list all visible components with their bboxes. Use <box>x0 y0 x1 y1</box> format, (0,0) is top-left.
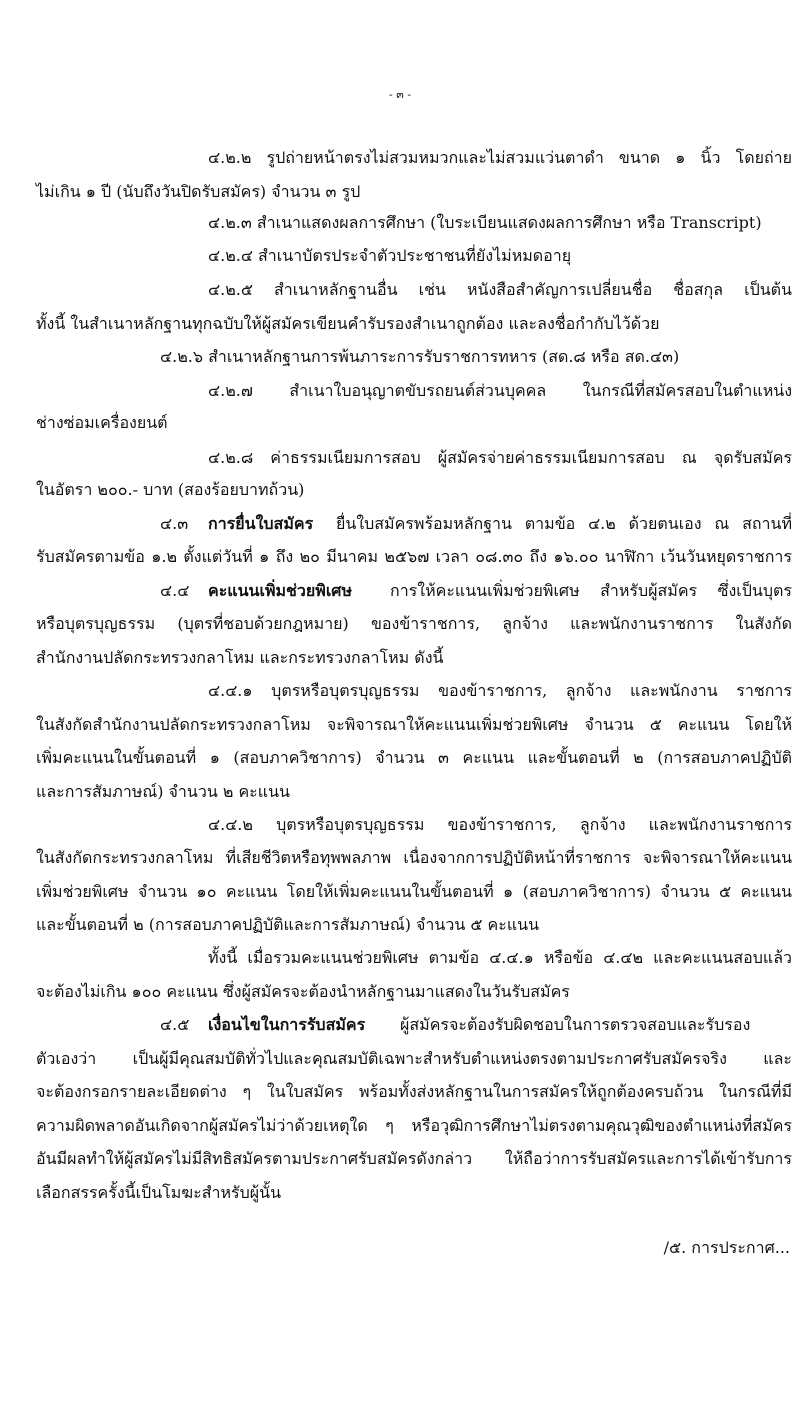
item-4-2-3: ๔.๒.๓ สำเนาแสดงผลการศึกษา (ใบระเบียนแสดงผลการศึกษา หรือ Transcript) <box>208 213 762 232</box>
item-4-2-7-line-2: ช่างซ่อมเครื่องยนต์ <box>36 413 168 432</box>
item-4-4-2-line-3: เพิ่มช่วยพิเศษ จำนวน ๑๐ คะแนน โดยให้เพิ่มคะแนนในขั้นตอนที่ ๑ (สอบภาควิชาการ) จำนวน ๕ คะแนน <box>36 882 792 901</box>
section-4-4-line-1: การให้คะแนนเพิ่มช่วยพิเศษ สำหรับผู้สมัคร ซึ่งเป็นบุตร <box>390 581 792 600</box>
section-4-4-heading: คะแนนเพิ่มช่วยพิเศษ <box>208 581 352 600</box>
section-4-3-line-2: รับสมัครตามข้อ ๑.๒ ตั้งแต่วันที่ ๑ ถึง ๒๐ มีนาคม ๒๕๖๗ เวลา ๐๘.๓๐ ถึง ๑๖.๐๐ นาฬิกา เว้นวันหยุดราชการ <box>36 547 792 566</box>
item-4-2-2-line-2: ไม่เกิน ๑ ปี (นับถึงวันปิดรับสมัคร) จำนวน ๓ รูป <box>36 182 361 201</box>
item-4-2-5-line-1: ๔.๒.๕ สำเนาหลักฐานอื่น เช่น หนังสือสำคัญการเปลี่ยนชื่อ ชื่อสกุล เป็นต้น <box>208 280 792 299</box>
section-4-3-line-1: ยื่นใบสมัครพร้อมหลักฐาน ตามข้อ ๔.๒ ด้วยตนเอง ณ สถานที่ <box>336 514 792 533</box>
note-line-2: จะต้องไม่เกิน ๑๐๐ คะแนน ซึ่งผู้สมัครจะต้องนำหลักฐานมาแสดงในวันรับสมัคร <box>36 982 570 1001</box>
section-4-5-line-3: จะต้องกรอกรายละเอียดต่าง ๆ ในใบสมัคร พร้อมทั้งส่งหลักฐานในการสมัครให้ถูกต้องครบถ้วน ในกรณีที่มี <box>36 1082 792 1101</box>
item-4-2-5-line-2: ทั้งนี้ ในสำเนาหลักฐานทุกฉบับให้ผู้สมัครเขียนคำรับรองสำเนาถูกต้อง และลงชื่อกำกับไว้ด้วย <box>36 314 660 333</box>
item-4-2-4: ๔.๒.๔ สำเนาบัตรประจำตัวประชาชนที่ยังไม่หมดอายุ <box>208 246 572 265</box>
item-4-4-2-line-1: ๔.๔.๒ บุตรหรือบุตรบุญธรรม ของข้าราชการ, ลูกจ้าง และพนักงานราชการ <box>208 815 792 834</box>
item-4-2-2-line-1: ๔.๒.๒ รูปถ่ายหน้าตรงไม่สวมหมวกและไม่สวมแว่นตาดำ ขนาด ๑ นิ้ว โดยถ่าย <box>208 148 792 167</box>
item-4-4-1-line-1: ๔.๔.๑ บุตรหรือบุตรบุญธรรม ของข้าราชการ, ลูกจ้าง และพนักงาน ราชการ <box>208 681 792 700</box>
section-4-5-number: ๔.๕ <box>160 1015 190 1034</box>
section-4-4-number: ๔.๔ <box>160 581 190 600</box>
item-4-4-1-line-3: เพิ่มคะแนนในขั้นตอนที่ ๑ (สอบภาควิชาการ) จำนวน ๓ คะแนน และขั้นตอนที่ ๒ (การสอบภาคปฏิบัติ <box>36 748 792 767</box>
item-4-4-1-line-4: และการสัมภาษณ์) จำนวน ๒ คะแนน <box>36 782 290 801</box>
section-4-3-heading: การยื่นใบสมัคร <box>208 514 314 533</box>
continuation-note: /๕. การประกาศ... <box>663 1238 790 1257</box>
section-4-5-heading: เงื่อนไขในการรับสมัคร <box>208 1015 366 1034</box>
section-4-4-line-2: หรือบุตรบุญธรรม (บุตรที่ชอบด้วยกฎหมาย) ของข้าราชการ, ลูกจ้าง และพนักงานราชการ ในสังกัด <box>36 614 792 633</box>
section-4-4-line-3: สำนักงานปลัดกระทรวงกลาโหม และกระทรวงกลาโหม ดังนี้ <box>36 648 444 667</box>
item-4-4-1-line-2: ในสังกัดสำนักงานปลัดกระทรวงกลาโหม จะพิจารณาให้คะแนนเพิ่มช่วยพิเศษ จำนวน ๕ คะแนน โดยให้ <box>36 715 792 734</box>
section-4-3-number: ๔.๓ <box>160 514 189 533</box>
item-4-4-2-line-2: ในสังกัดกระทรวงกลาโหม ที่เสียชีวิตหรือทุพพลภาพ เนื่องจากการปฏิบัติหน้าที่ราชการ จะพิจารณาให้คะแนน <box>36 848 792 867</box>
note-line-1: ทั้งนี้ เมื่อรวมคะแนนช่วยพิเศษ ตามข้อ ๔.๔.๑ หรือข้อ ๔.๔๒ และคะแนนสอบแล้ว <box>208 948 792 967</box>
section-4-5-line-6: เลือกสรรครั้งนี้เป็นโมฆะสำหรับผู้นั้น <box>36 1183 282 1202</box>
item-4-4-2-line-4: และขั้นตอนที่ ๒ (การสอบภาคปฏิบัติและการสัมภาษณ์) จำนวน ๕ คะแนน <box>36 915 540 934</box>
section-4-5-line-2: ตัวเองว่า เป็นผู้มีคุณสมบัติทั่วไปและคุณสมบัติเฉพาะสำหรับตำแหน่งตรงตามประกาศรับสมัครจริง และ <box>36 1049 792 1068</box>
section-4-5-line-1: ผู้สมัครจะต้องรับผิดชอบในการตรวจสอบและรับรอง <box>400 1015 751 1034</box>
item-4-2-8-line-2: ในอัตรา ๒๐๐.- บาท (สองร้อยบาทถ้วน) <box>36 480 305 499</box>
section-4-5-line-5: อันมีผลทำให้ผู้สมัครไม่มีสิทธิสมัครตามประกาศรับสมัครดังกล่าว ให้ถือว่าการรับสมัครและการได้เข้ารับการ <box>36 1149 792 1168</box>
page-number: - ๓ - <box>389 88 411 101</box>
item-4-2-7-line-1: ๔.๒.๗ สำเนาใบอนุญาตขับรถยนต์ส่วนบุคคล ในกรณีที่สมัครสอบในตำแหน่ง <box>208 381 792 400</box>
item-4-2-6: ๔.๒.๖ สำเนาหลักฐานการพ้นภาระการรับราชการทหาร (สด.๘ หรือ สด.๔๓) <box>160 347 680 366</box>
section-4-5-line-4: ความผิดพลาดอันเกิดจากผู้สมัครไม่ว่าด้วยเหตุใด ๆ หรือวุฒิการศึกษาไม่ตรงตามคุณวุฒิของตำแหน่งที่สมัคร <box>36 1116 792 1135</box>
item-4-2-8-line-1: ๔.๒.๘ ค่าธรรมเนียมการสอบ ผู้สมัครจ่ายค่าธรรมเนียมการสอบ ณ จุดรับสมัคร <box>208 448 792 467</box>
